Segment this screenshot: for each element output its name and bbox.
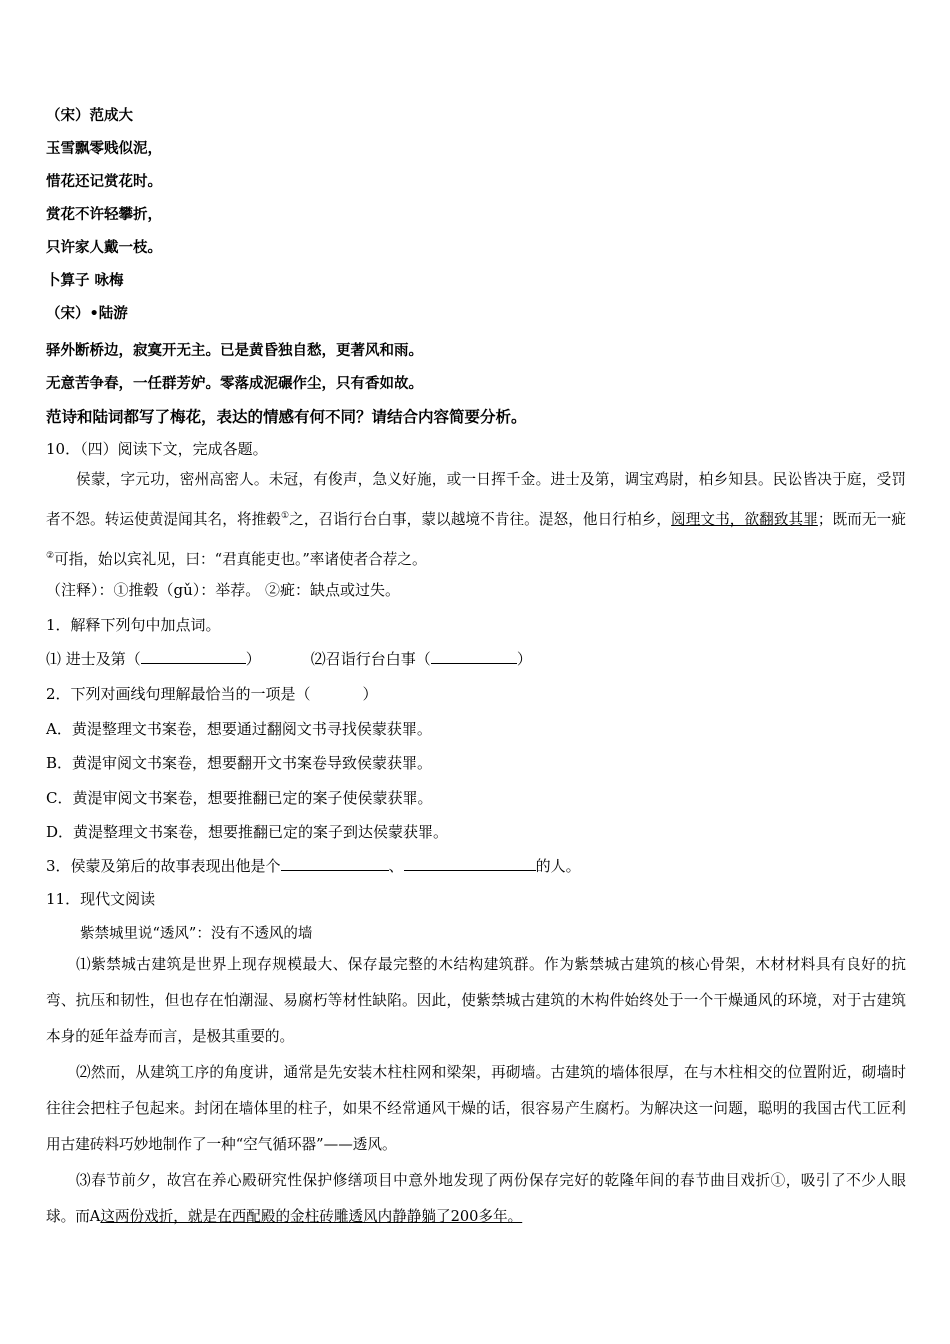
q11-title: 紫禁城里说“透风”：没有不透风的墙 xyxy=(80,926,313,942)
sub3-sep: 、 xyxy=(388,857,404,875)
sub3-blank-2[interactable] xyxy=(404,856,536,871)
option-a: A．黄湜整理文书案卷，想要通过翻阅文书寻找侯蒙获罪。 xyxy=(46,720,432,738)
q10-passage xyxy=(46,462,906,578)
q10-sup2: ② xyxy=(46,550,55,561)
q11-heading: 11．现代文阅读 xyxy=(46,890,156,908)
sub1-blank-2[interactable] xyxy=(431,649,517,664)
q11-p3-text: ⑶春节前夕，故宫在养心殿研究性保护修缮项目中意外地发现了两份保存完好的乾隆年间的春节曲目戏折①，吸引了不少人眼球。而A xyxy=(46,1172,906,1225)
q10-sup1: ① xyxy=(281,511,290,521)
q10-heading: 10．（四）阅读下文，完成各题。 xyxy=(46,440,268,458)
sub1-item1-label: ⑴ 进士及第（ xyxy=(46,650,141,668)
q10-sub1: 1．解释下列句中加点词。 xyxy=(46,616,221,634)
poem2-title: 卜算子 咏梅 xyxy=(46,273,124,289)
sub1-blank-1[interactable] xyxy=(141,649,246,664)
q10-passage-a: 侯蒙，字元功，密州高密人。未冠，有俊声，急义好施，或一日挥千金。进士及第，调宝鸡尉，柏乡知县。民讼皆决于庭，受罚者不怨。转运使黄湜闻其名，将推毂 xyxy=(46,471,906,528)
q10-underlined-sentence: 阅理文书，欲翻致其罪 xyxy=(671,510,818,528)
poem2-line-1: 驿外断桥边，寂寞开无主。已是黄昏独自愁，更著风和雨。 xyxy=(46,343,423,359)
q11-paragraph-3 xyxy=(46,1163,906,1235)
poem-question: 范诗和陆词都写了梅花，表达的情感有何不同？请结合内容简要分析。 xyxy=(46,408,527,426)
q10-note: （注释）：①推毂（gǔ）：举荐。 ②疵：缺点或过失。 xyxy=(46,581,401,599)
q11-paragraph-1: ⑴紫禁城古建筑是世界上现存规模最大、保存最完整的木结构建筑群。作为紫禁城古建筑的核心骨架，木材材料具有良好的抗弯、抗压和韧性，但也存在怕潮湿、易腐朽等材性缺陷。因此，使紫禁城古建筑的木构件始终处于一个干燥通风的环境，对于古建筑本身的延年益寿而言，是极其重要的。 xyxy=(46,956,906,1045)
q10-sub1-items xyxy=(46,648,532,669)
q11-p3-underlined: 这两份戏折，就是在西配殿的金柱砖雕透风内静静躺了200多年。 xyxy=(100,1208,523,1225)
poem1-line-3: 赏花不许轻攀折， xyxy=(46,207,162,223)
sub2-close: ） xyxy=(362,685,378,703)
q10-sub2 xyxy=(46,683,378,704)
q10-passage-d: 可指，始以宾礼见，曰：“君真能吏也。”率诸使者合荐之。 xyxy=(54,550,427,568)
sub3-text: 3．侯蒙及第后的故事表现出他是个 xyxy=(46,857,281,875)
sub3-blank-1[interactable] xyxy=(281,856,389,871)
sub1-item1-close: ） xyxy=(245,650,261,668)
q10-sub3 xyxy=(46,855,581,876)
q10-passage-c: ；既而无一疵 xyxy=(817,510,906,528)
q10-passage-b: 之，召诣行台白事，蒙以越境不肯往。湜怒，他日行柏乡， xyxy=(289,510,672,528)
option-b: B．黄湜审阅文书案卷，想要翻开文书案卷导致侯蒙获罪。 xyxy=(46,754,433,772)
poem1-line-1: 玉雪飘零贱似泥， xyxy=(46,141,162,157)
option-d: D．黄湜整理文书案卷，想要推翻已定的案子到达侯蒙获罪。 xyxy=(46,823,449,841)
sub2-text: 2．下列对画线句理解最恰当的一项是（ xyxy=(46,685,311,703)
poem1-line-4: 只许家人戴一枝。 xyxy=(46,240,162,256)
poem1-author: （宋）范成大 xyxy=(46,108,133,124)
poem1-line-2: 惜花还记赏花时。 xyxy=(46,174,162,190)
poem2-line-2: 无意苦争春，一任群芳妒。零落成泥碾作尘，只有香如故。 xyxy=(46,376,423,392)
poem2-author: （宋）•陆游 xyxy=(46,306,128,322)
q11-paragraph-2: ⑵然而，从建筑工序的角度讲，通常是先安装木柱柱网和梁架，再砌墙。古建筑的墙体很厚，在与木柱相交的位置附近，砌墙时往往会把柱子包起来。封闭在墙体里的柱子，如果不经常通风干燥的话，很容易产生腐朽。为解决这一问题，聪明的我国古代工匠利用古建砖料巧妙地制作了一种“空气循环器”——透风。 xyxy=(46,1064,906,1153)
sub1-item2-close: ） xyxy=(516,650,532,668)
option-c: C．黄湜审阅文书案卷，想要推翻已定的案子使侯蒙获罪。 xyxy=(46,789,433,807)
sub1-item2-label: ⑵召诣行台白事（ xyxy=(310,650,431,668)
sub3-end: 的人。 xyxy=(535,857,581,875)
